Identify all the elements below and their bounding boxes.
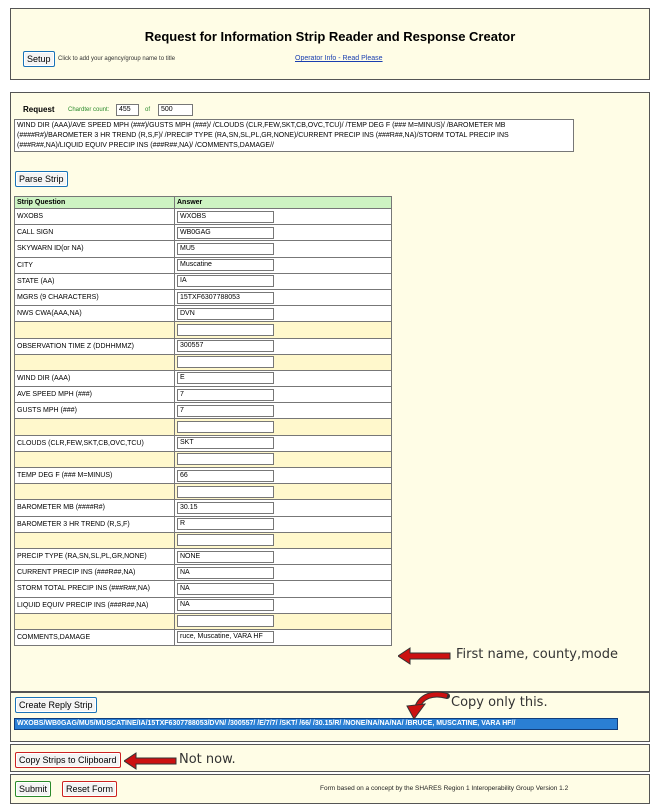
- strip-question-cell: [15, 532, 175, 548]
- answer-field[interactable]: 15TXF6307788053: [177, 292, 274, 304]
- footer-credit: Form based on a concept by the SHARES Region 1 Interoperability Group Version 1.2: [320, 785, 569, 792]
- strip-question-cell: MGRS (9 CHARACTERS): [15, 289, 175, 305]
- answer-cell: [175, 468, 392, 484]
- strip-question-cell: SKYWARN ID(or NA): [15, 241, 175, 257]
- char-max-field[interactable]: 500: [158, 104, 193, 116]
- answer-field[interactable]: WB0GAG: [177, 227, 274, 239]
- page-title: Request for Information Strip Reader and Response Creator: [144, 29, 516, 44]
- answer-cell: [175, 565, 392, 581]
- answer-field[interactable]: SKT: [177, 437, 274, 449]
- answer-cell: [175, 484, 392, 500]
- strip-question-cell: CALL SIGN: [15, 225, 175, 241]
- table-row: [15, 241, 392, 257]
- answer-cell: [175, 289, 392, 305]
- answer-cell: [175, 241, 392, 257]
- answer-cell: [175, 435, 392, 451]
- strip-question-cell: BAROMETER 3 HR TREND (R,S,F): [15, 516, 175, 532]
- answer-field[interactable]: 7: [177, 389, 274, 401]
- table-row: [15, 225, 392, 241]
- answer-cell: [175, 387, 392, 403]
- answer-field[interactable]: NONE: [177, 551, 274, 563]
- answer-cell: [175, 581, 392, 597]
- answer-cell: [175, 354, 392, 370]
- col-header-answer: Answer: [175, 197, 392, 209]
- answer-cell: [175, 613, 392, 629]
- answer-field[interactable]: E: [177, 372, 274, 384]
- strip-question-cell: AVE SPEED MPH (###): [15, 387, 175, 403]
- operator-info-link[interactable]: Operator Info - Read Please: [295, 55, 383, 62]
- answer-field[interactable]: WXOBS: [177, 211, 274, 223]
- answer-cell: [175, 257, 392, 273]
- table-row: [15, 597, 392, 613]
- table-row: [15, 565, 392, 581]
- strip-question-cell: CLOUDS (CLR,FEW,SKT,CB,OVC,TCU): [15, 435, 175, 451]
- table-row: [15, 354, 392, 370]
- answer-field[interactable]: Muscatine: [177, 259, 274, 271]
- answer-field[interactable]: DVN: [177, 308, 274, 320]
- answer-cell: [175, 306, 392, 322]
- table-row: [15, 257, 392, 273]
- table-row: [15, 500, 392, 516]
- answer-field[interactable]: IA: [177, 275, 274, 287]
- strip-question-cell: [15, 419, 175, 435]
- table-row: [15, 419, 392, 435]
- answer-cell: [175, 338, 392, 354]
- table-row: [15, 435, 392, 451]
- answer-field[interactable]: [177, 534, 274, 546]
- table-row: [15, 613, 392, 629]
- strip-question-cell: WXOBS: [15, 209, 175, 225]
- answer-field[interactable]: 30.15: [177, 502, 274, 514]
- answer-cell: [175, 273, 392, 289]
- table-row: [15, 516, 392, 532]
- answer-cell: [175, 370, 392, 386]
- answer-cell: [175, 209, 392, 225]
- answer-cell: [175, 419, 392, 435]
- answer-field[interactable]: [177, 421, 274, 433]
- table-row: [15, 338, 392, 354]
- arrow-left-icon: [398, 647, 452, 665]
- answer-field[interactable]: [177, 486, 274, 498]
- answer-cell: [175, 548, 392, 564]
- table-row: [15, 532, 392, 548]
- answer-field[interactable]: R: [177, 518, 274, 530]
- strip-question-cell: PRECIP TYPE (RA,SN,SL,PL,GR,NONE): [15, 548, 175, 564]
- table-row: [15, 468, 392, 484]
- answer-field[interactable]: [177, 356, 274, 368]
- annotation-first-name: First name, county,mode: [456, 647, 618, 662]
- answer-field[interactable]: NA: [177, 567, 274, 579]
- table-row: [15, 209, 392, 225]
- strip-question-cell: STORM TOTAL PRECIP INS (###R##,NA): [15, 581, 175, 597]
- strip-question-table: [14, 196, 392, 646]
- strip-question-cell: TEMP DEG F (### M=MINUS): [15, 468, 175, 484]
- answer-cell: [175, 532, 392, 548]
- table-row: [15, 451, 392, 467]
- strip-question-cell: OBSERVATION TIME Z (DDHHMMZ): [15, 338, 175, 354]
- table-row: [15, 289, 392, 305]
- answer-cell: [175, 500, 392, 516]
- table-row: [15, 306, 392, 322]
- strip-question-cell: CITY: [15, 257, 175, 273]
- answer-cell: [175, 403, 392, 419]
- col-header-question: Strip Question: [15, 197, 175, 209]
- strip-question-cell: NWS CWA(AAA,NA): [15, 306, 175, 322]
- strip-question-cell: GUSTS MPH (###): [15, 403, 175, 419]
- char-count-field[interactable]: 455: [116, 104, 139, 116]
- table-row: [15, 548, 392, 564]
- answer-field[interactable]: MU5: [177, 243, 274, 255]
- table-row: [15, 403, 392, 419]
- answer-cell: [175, 629, 392, 645]
- title-panel: [10, 8, 650, 80]
- annotation-not-now: Not now.: [179, 752, 236, 767]
- char-count-label: Chardter count:: [68, 107, 110, 113]
- strip-question-cell: [15, 613, 175, 629]
- strip-question-cell: [15, 484, 175, 500]
- strip-question-cell: LIQUID EQUIV PRECIP INS (###R##,NA): [15, 597, 175, 613]
- table-row: [15, 484, 392, 500]
- answer-field[interactable]: NA: [177, 599, 274, 611]
- table-row: [15, 370, 392, 386]
- answer-cell: [175, 451, 392, 467]
- answer-field[interactable]: 7: [177, 405, 274, 417]
- strip-question-cell: [15, 354, 175, 370]
- strip-question-cell: COMMENTS,DAMAGE: [15, 629, 175, 645]
- setup-button[interactable]: Setup: [23, 51, 55, 67]
- answer-cell: [175, 322, 392, 338]
- char-of-label: of: [145, 107, 151, 113]
- copy-strips-button[interactable]: Copy Strips to Clipboard: [15, 752, 121, 768]
- table-row: [15, 322, 392, 338]
- request-textarea[interactable]: WIND DIR (AAA)/AVE SPEED MPH (###)/GUSTS MPH (###)/ /CLOUDS (CLR,FEW,SKT,CB,OVC,TCU)/ /TEMP DEG F (### M=MINUS)/ /BAROMETER MB (####R#)/BAROMETER 3 HR TREND (R,S,F)/ /PRECIP TYPE (RA,SN,SL,PL,GR,NONE)/CURRENT PRECIP INS (###R##,NA)/STORM TOTAL PRECIP INS (###R##,NA)/LIQUID EQUIV PRECIP INS (###R##,NA)/ /COMMENTS,DAMAGE//: [14, 119, 574, 152]
- answer-cell: [175, 225, 392, 241]
- answer-field[interactable]: 300557: [177, 340, 274, 352]
- reply-strip-output[interactable]: WXOBS/WB0GAG/MU5/MUSCATINE/IA/15TXF6307788053/DVN/ /300557/ /E/7/7/ /SKT/ /66/ /30.15/R/ /NONE/NA/NA/NA/ /BRUCE, MUSCATINE, VARA HF//: [14, 718, 618, 730]
- reply-panel: [10, 692, 650, 742]
- annotation-copy-only: Copy only this.: [451, 695, 548, 710]
- strip-question-cell: CURRENT PRECIP INS (###R##,NA): [15, 565, 175, 581]
- table-row: [15, 629, 392, 645]
- submit-button[interactable]: Submit: [15, 781, 51, 797]
- table-row: [15, 387, 392, 403]
- strip-question-cell: BAROMETER MB (####R#): [15, 500, 175, 516]
- parse-strip-button[interactable]: Parse Strip: [15, 171, 68, 187]
- create-reply-strip-button[interactable]: Create Reply Strip: [15, 697, 97, 713]
- reset-form-button[interactable]: Reset Form: [62, 781, 117, 797]
- strip-question-cell: WIND DIR (AAA): [15, 370, 175, 386]
- answer-field[interactable]: ruce, Muscatine, VARA HF: [177, 631, 274, 643]
- table-row: [15, 581, 392, 597]
- strip-question-cell: [15, 322, 175, 338]
- answer-field[interactable]: [177, 615, 274, 627]
- answer-field[interactable]: 66: [177, 470, 274, 482]
- arrow-left-icon: [124, 752, 178, 770]
- strip-question-cell: [15, 451, 175, 467]
- answer-cell: [175, 516, 392, 532]
- request-label: Request: [23, 105, 55, 114]
- strip-question-cell: STATE (AA): [15, 273, 175, 289]
- answer-cell: [175, 597, 392, 613]
- arrow-curved-icon: [405, 690, 451, 720]
- answer-field[interactable]: [177, 453, 274, 465]
- answer-field[interactable]: [177, 324, 274, 336]
- table-row: [15, 273, 392, 289]
- setup-hint: Click to add your agency/group name to title: [58, 56, 176, 62]
- answer-field[interactable]: NA: [177, 583, 274, 595]
